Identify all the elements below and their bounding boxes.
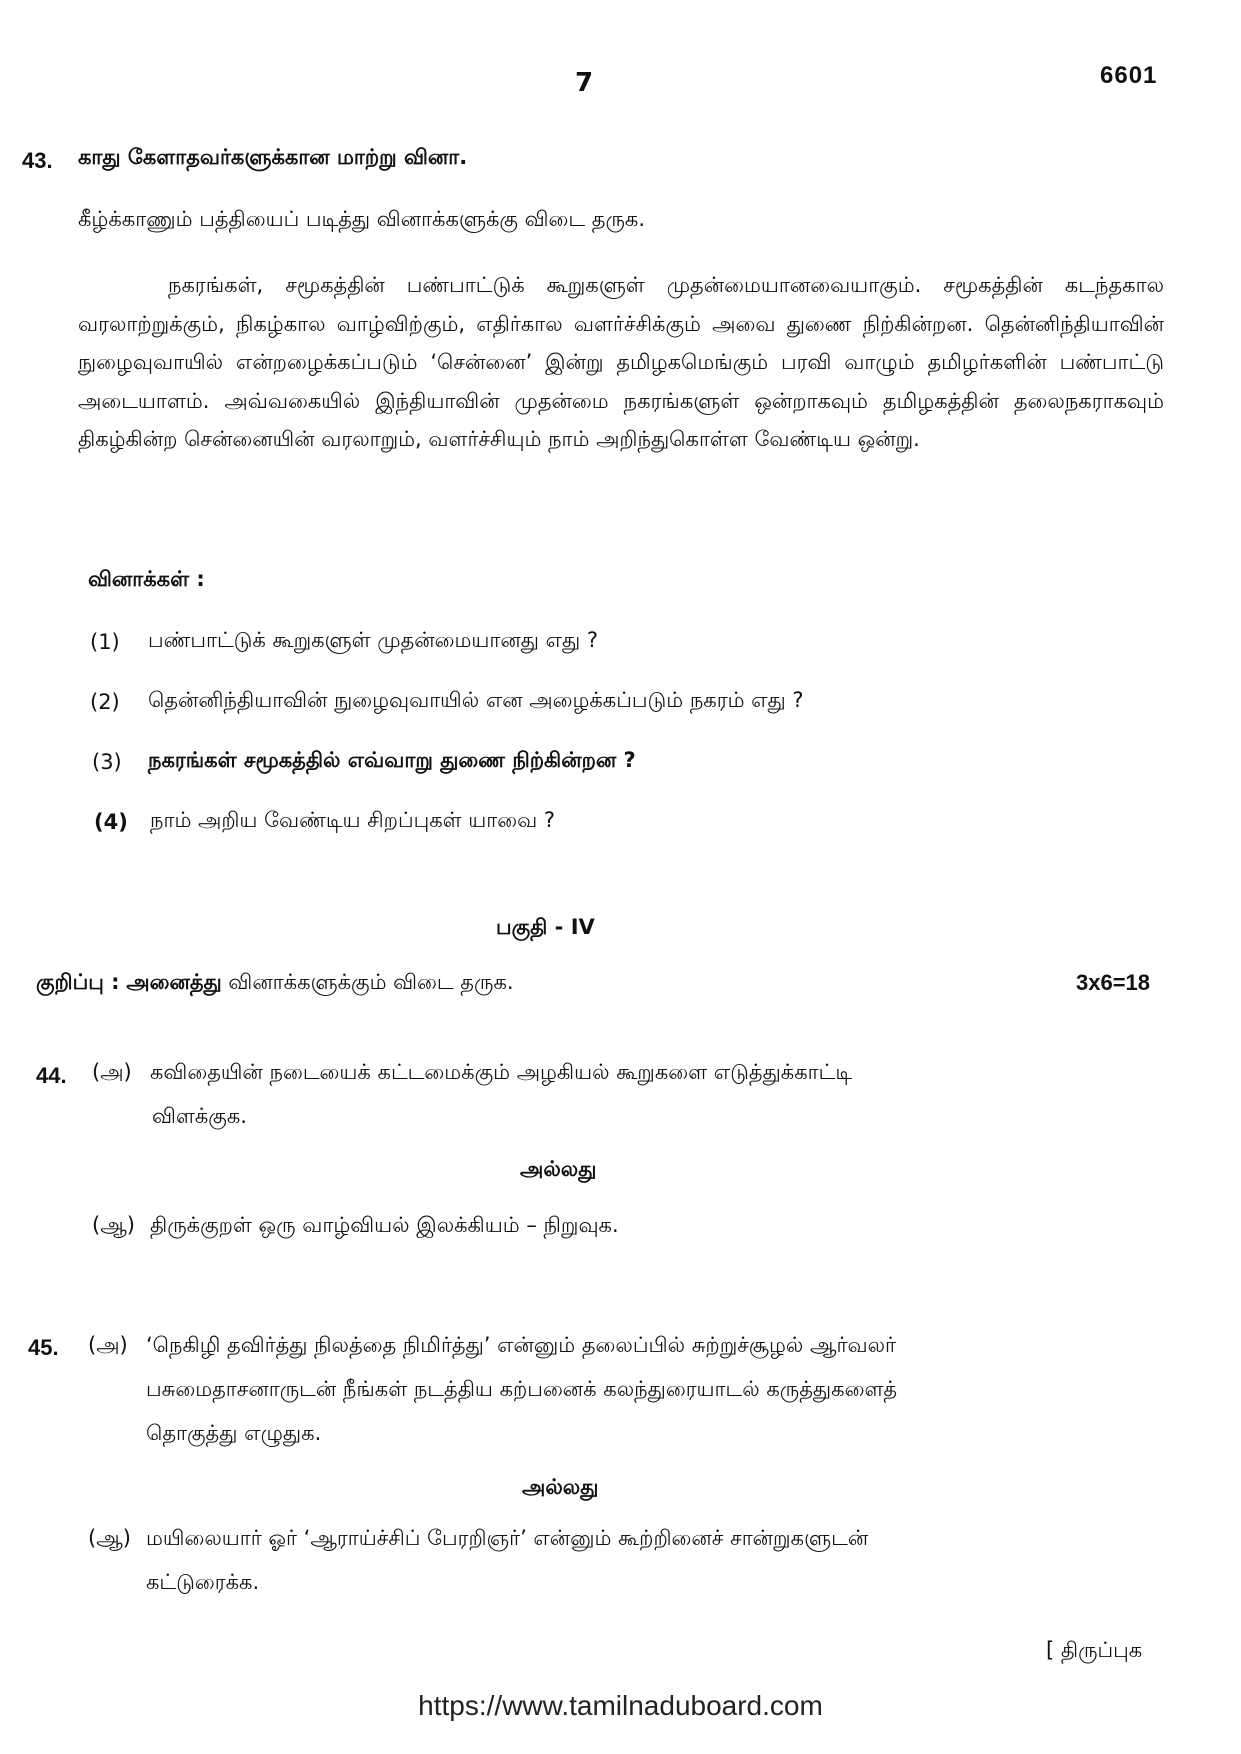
- option-a-label: (அ): [88, 1333, 128, 1357]
- question-45-a-line1: ‘நெகிழி தவிர்த்து நிலத்தை நிமிர்த்து’ என்னும் தலைப்பில் சுற்றுச்சூழல் ஆர்வலர்: [146, 1333, 897, 1357]
- sub-question-text: தென்னிந்தியாவின் நுழைவுவாயில் என அழைக்கப்படும் நகரம் எது ?: [148, 688, 804, 712]
- sub-question-text: பண்பாட்டுக் கூறுகளுள் முதன்மையானது எது ?: [148, 628, 599, 652]
- option-b-label: (ஆ): [92, 1213, 135, 1237]
- question-43-instruction: கீழ்க்காணும் பத்தியைப் படித்து வினாக்களுக்கு விடை தருக.: [78, 207, 646, 231]
- question-44-a-line2: விளக்குக.: [152, 1104, 247, 1128]
- questions-label: வினாக்கள் :: [88, 567, 205, 591]
- sub-question-text: நாம் அறிய வேண்டிய சிறப்புகள் யாவை ?: [150, 808, 556, 832]
- sub-question-number: (2): [90, 690, 120, 714]
- page-number: 7: [575, 68, 594, 98]
- note-text: வினாக்களுக்கும் விடை தருக.: [228, 970, 514, 994]
- section-title: பகுதி - IV: [496, 915, 595, 939]
- sub-question-number: (4): [94, 810, 128, 834]
- question-45-a-line2: பசுமைதாசனாருடன் நீங்கள் நடத்திய கற்பனைக் கலந்துரையாடல் கருத்துகளைத்: [146, 1377, 898, 1401]
- option-b-label: (ஆ): [88, 1526, 131, 1550]
- question-43-title: காது கேளாதவர்களுக்கான மாற்று வினா.: [78, 145, 468, 169]
- question-45-number: 45.: [28, 1335, 59, 1360]
- option-a-label: (அ): [92, 1060, 132, 1084]
- note-label: குறிப்பு :: [36, 970, 120, 994]
- sub-question-number: (3): [92, 750, 122, 774]
- question-45-b-line2: கட்டுரைக்க.: [146, 1570, 260, 1594]
- paper-code: 6601: [1100, 62, 1158, 89]
- question-44-number: 44.: [36, 1063, 67, 1088]
- or-divider: அல்லது: [520, 1157, 597, 1181]
- passage-text: நகரங்கள், சமூகத்தின் பண்பாட்டுக் கூறுகளுள் முதன்மையானவையாகும். சமூகத்தின் கடந்தகால வரலாற்றுக்கும், நிகழ்கால வாழ்விற்கும், எதிர்கால வளர்ச்சிக்கும் அவை துணை நிற்கின்றன. தென்னிந்தியாவின் நுழைவுவாயில் என்றழைக்கப்படும் ‘சென்னை’ இன்று தமிழகமெங்கும் பரவி வாழும் தமிழர்களின் பண்பாட்டு அடையாளம். அவ்வகையில் இந்தியாவின் முதன்மை நகரங்களுள் ஒன்றாகவும் தமிழகத்தின் தலைநகராகவும் திகழ்கின்ற சென்னையின் வரலாறும், வளர்ச்சியும் நாம் அறிந்துகொள்ள வேண்டிய ஒன்று.: [78, 273, 1164, 451]
- section-note: [36, 970, 514, 995]
- question-43-passage: [78, 266, 1164, 459]
- note-emphasis: அனைத்து: [126, 970, 222, 994]
- question-45-a-line3: தொகுத்து எழுதுக.: [146, 1421, 322, 1445]
- turn-over-note: [ திருப்புக: [1046, 1638, 1143, 1662]
- question-44-a-line1: கவிதையின் நடையைக் கட்டமைக்கும் அழகியல் கூறுகளை எடுத்துக்காட்டி: [150, 1060, 853, 1084]
- section-marks: 3x6=18: [1076, 970, 1151, 995]
- website-url[interactable]: https://www.tamilnaduboard.com: [418, 1690, 823, 1721]
- question-44-b-text: திருக்குறள் ஒரு வாழ்வியல் இலக்கியம் – நிறுவுக.: [150, 1213, 619, 1237]
- sub-question-text: நகரங்கள் சமூகத்தில் எவ்வாறு துணை நிற்கின்றன ?: [148, 748, 636, 772]
- question-43-number: 43.: [22, 148, 53, 173]
- question-45-b-line1: மயிலையார் ஓர் ‘ஆராய்ச்சிப் பேரறிஞர்’ என்னும் கூற்றினைச் சான்றுகளுடன்: [146, 1526, 869, 1550]
- sub-question-number: (1): [90, 630, 120, 654]
- or-divider: அல்லது: [522, 1475, 599, 1499]
